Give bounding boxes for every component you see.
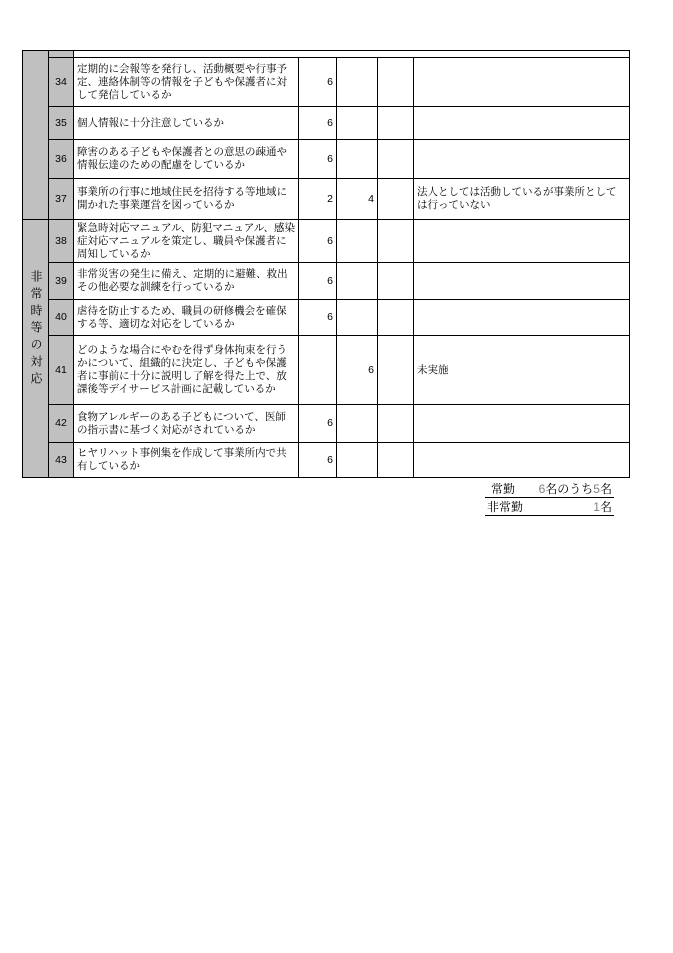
question-text: 緊急時対応マニュアル、防犯マニュアル、感染症対応マニュアルを策定し、職員や保護者に周知しているか bbox=[74, 220, 299, 263]
table-row bbox=[23, 336, 630, 405]
question-text: 定期的に会報等を発行し、活動概要や行事予定、連絡体制等の情報を子どもや保護者に対して発信しているか bbox=[74, 58, 299, 107]
score-cell-2 bbox=[337, 263, 378, 300]
score-cell-1: 6 bbox=[299, 405, 337, 443]
score-cell-3 bbox=[378, 300, 414, 336]
comment-text: 未実施 bbox=[414, 336, 630, 405]
comment-text bbox=[414, 58, 630, 107]
question-text: 障害のある子どもや保護者との意思の疎通や情報伝達のための配慮をしているか bbox=[74, 140, 299, 179]
question-text: どのような場合にやむを得ず身体拘束を行うかについて、組織的に決定し、子どもや保護者に事前に十分に説明し了解を得た上で、放課後等デイサービス計画に記載しているか bbox=[74, 336, 299, 405]
score-cell-3 bbox=[378, 405, 414, 443]
score-cell-2 bbox=[337, 140, 378, 179]
row-number: 43 bbox=[49, 443, 74, 478]
category-label: 非常時等の対応 bbox=[29, 270, 43, 389]
score-cell-2 bbox=[337, 405, 378, 443]
score-cell-3 bbox=[378, 263, 414, 300]
category-cell-upper-group bbox=[23, 51, 49, 220]
row-number: 35 bbox=[49, 107, 74, 140]
row-number: 34 bbox=[49, 58, 74, 107]
category-cell-emergency-response bbox=[23, 220, 49, 478]
comment-text bbox=[414, 263, 630, 300]
evaluation-table bbox=[22, 50, 630, 478]
comment-text bbox=[414, 405, 630, 443]
question-text: ヒヤリハット事例集を作成して事業所内で共有しているか bbox=[74, 443, 299, 478]
parttime-staff-line bbox=[485, 498, 614, 516]
comment-text bbox=[414, 107, 630, 140]
table-row bbox=[23, 405, 630, 443]
fulltime-staff-line bbox=[485, 480, 614, 498]
row-number: 36 bbox=[49, 140, 74, 179]
score-cell-3 bbox=[378, 336, 414, 405]
comment-text bbox=[414, 300, 630, 336]
parttime-value: 1名 bbox=[593, 500, 612, 514]
comment-text: 法人としては活動しているが事業所としては行っていない bbox=[414, 179, 630, 220]
row-number: 38 bbox=[49, 220, 74, 263]
table-row bbox=[23, 263, 630, 300]
score-cell-3 bbox=[378, 58, 414, 107]
score-cell-2 bbox=[337, 58, 378, 107]
score-cell-2 bbox=[337, 300, 378, 336]
fulltime-value: 6名のうち5名 bbox=[538, 482, 612, 496]
question-text: 食物アレルギーのある子どもについて、医師の指示書に基づく対応がされているか bbox=[74, 405, 299, 443]
score-cell-1: 6 bbox=[299, 140, 337, 179]
table-row bbox=[23, 107, 630, 140]
table-row bbox=[23, 140, 630, 179]
score-cell-3 bbox=[378, 140, 414, 179]
question-text: 事業所の行事に地域住民を招待する等地域に開かれた事業運営を図っているか bbox=[74, 179, 299, 220]
table-row bbox=[23, 58, 630, 107]
staffing-summary bbox=[485, 480, 614, 516]
table-row bbox=[23, 443, 630, 478]
score-cell-3 bbox=[378, 220, 414, 263]
row-number-cell bbox=[49, 51, 74, 58]
table-row-partial bbox=[23, 51, 630, 58]
row-number: 39 bbox=[49, 263, 74, 300]
comment-text bbox=[414, 443, 630, 478]
score-cell-1: 6 bbox=[299, 300, 337, 336]
comment-text bbox=[414, 140, 630, 179]
score-cell-2: 6 bbox=[337, 336, 378, 405]
score-cell-1 bbox=[299, 336, 337, 405]
score-cell-1: 6 bbox=[299, 263, 337, 300]
score-cell-1: 6 bbox=[299, 58, 337, 107]
row-number: 37 bbox=[49, 179, 74, 220]
row-number: 40 bbox=[49, 300, 74, 336]
score-cell-1: 6 bbox=[299, 220, 337, 263]
parttime-label: 非常勤 bbox=[487, 500, 524, 514]
fulltime-label: 常勤 bbox=[491, 482, 516, 496]
score-cell-2 bbox=[337, 220, 378, 263]
score-cell-2 bbox=[337, 107, 378, 140]
question-text: 個人情報に十分注意しているか bbox=[74, 107, 299, 140]
question-text: 虐待を防止するため、職員の研修機会を確保する等、適切な対応をしているか bbox=[74, 300, 299, 336]
table-row bbox=[23, 179, 630, 220]
comment-text bbox=[414, 220, 630, 263]
table-row bbox=[23, 300, 630, 336]
score-cell-2: 4 bbox=[337, 179, 378, 220]
row-number: 42 bbox=[49, 405, 74, 443]
score-cell-1: 6 bbox=[299, 107, 337, 140]
score-cell-1: 2 bbox=[299, 179, 337, 220]
score-cell-1: 6 bbox=[299, 443, 337, 478]
partial-merged-cell bbox=[74, 51, 630, 58]
score-cell-2 bbox=[337, 443, 378, 478]
row-number: 41 bbox=[49, 336, 74, 405]
score-cell-3 bbox=[378, 107, 414, 140]
score-cell-3 bbox=[378, 179, 414, 220]
score-cell-3 bbox=[378, 443, 414, 478]
table-row bbox=[23, 220, 630, 263]
question-text: 非常災害の発生に備え、定期的に避難、救出その他必要な訓練を行っているか bbox=[74, 263, 299, 300]
